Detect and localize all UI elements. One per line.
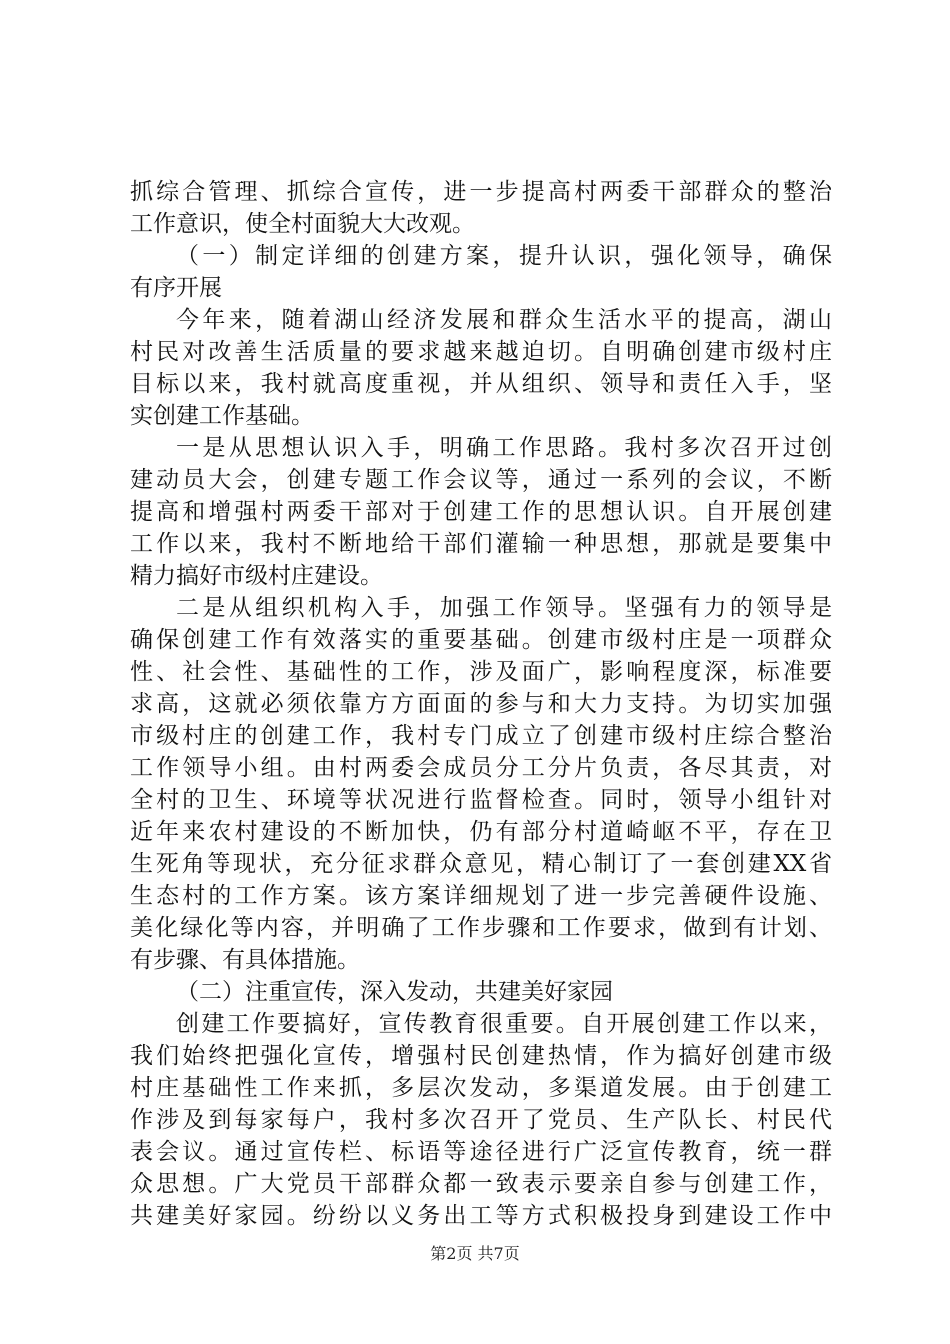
section-heading: （一）制定详细的创建方案，提升认识，强化领导，确保 [176, 243, 832, 269]
text-line: 作涉及到每家每户，我村多次召开了党员、生产队长、村民代 [130, 1107, 832, 1133]
section-heading-continued: 有序开展 [130, 275, 222, 301]
text-line: 工作以来，我村不断地给干部们灌输一种思想，那就是要集中 [130, 531, 832, 557]
text-line: 生态村的工作方案。该方案详细规划了进一步完善硬件设施、 [130, 883, 832, 909]
text-line: 村民对改善生活质量的要求越来越迫切。自明确创建市级村庄 [130, 339, 832, 365]
page-number-footer: 第2页 共7页 [430, 1244, 520, 1263]
text-line: 实创建工作基础。 [130, 403, 314, 429]
text-line: 市级村庄的创建工作，我村专门成立了创建市级村庄综合整治 [130, 723, 832, 749]
text-line: 精力搞好市级村庄建设。 [130, 563, 383, 589]
text-line: 工作领导小组。由村两委会成员分工分片负责，各尽其责，对 [130, 755, 832, 781]
text-line: 村庄基础性工作来抓，多层次发动，多渠道发展。由于创建工 [130, 1075, 832, 1101]
text-line: 求高，这就必须依靠方方面面的参与和大力支持。为切实加强 [130, 691, 832, 717]
text-line: 表会议。通过宣传栏、标语等途径进行广泛宣传教育，统一群 [130, 1139, 832, 1165]
paragraph-start: 一是从思想认识入手，明确工作思路。我村多次召开过创 [176, 435, 832, 461]
text-line: 提高和增强村两委干部对于创建工作的思想认识。自开展创建 [130, 499, 832, 525]
text-line: 众思想。广大党员干部群众都一致表示要亲自参与创建工作， [130, 1171, 832, 1197]
text-line: 目标以来，我村就高度重视，并从组织、领导和责任入手，坚 [130, 371, 832, 397]
text-line: 近年来农村建设的不断加快，仍有部分村道崎岖不平，存在卫 [130, 819, 832, 845]
text-line: 抓综合管理、抓综合宣传，进一步提高村两委干部群众的整治 [130, 179, 832, 205]
text-line: 全村的卫生、环境等状况进行监督检查。同时，领导小组针对 [130, 787, 832, 813]
paragraph-start: 二是从组织机构入手，加强工作领导。坚强有力的领导是 [176, 595, 832, 621]
text-line: 工作意识，使全村面貌大大改观。 [130, 211, 475, 237]
text-line: 我们始终把强化宣传，增强村民创建热情，作为搞好创建市级 [130, 1043, 832, 1069]
body-text [130, 176, 832, 1232]
section-heading: （二）注重宣传，深入发动，共建美好家园 [176, 979, 613, 1005]
paragraph-start: 创建工作要搞好，宣传教育很重要。自开展创建工作以来， [176, 1011, 832, 1037]
paragraph-start: 今年来，随着湖山经济发展和群众生活水平的提高，湖山 [176, 307, 832, 333]
text-line: 生死角等现状，充分征求群众意见，精心制订了一套创建XX省 [130, 851, 832, 877]
text-line: 有步骤、有具体措施。 [130, 947, 360, 973]
text-line: 共建美好家园。纷纷以义务出工等方式积极投身到建设工作中 [130, 1203, 832, 1229]
text-line: 确保创建工作有效落实的重要基础。创建市级村庄是一项群众 [130, 627, 832, 653]
text-line: 性、社会性、基础性的工作，涉及面广，影响程度深，标准要 [130, 659, 832, 685]
text-line: 建动员大会，创建专题工作会议等，通过一系列的会议，不断 [130, 467, 832, 493]
text-line: 美化绿化等内容，并明确了工作步骤和工作要求，做到有计划、 [130, 915, 832, 941]
